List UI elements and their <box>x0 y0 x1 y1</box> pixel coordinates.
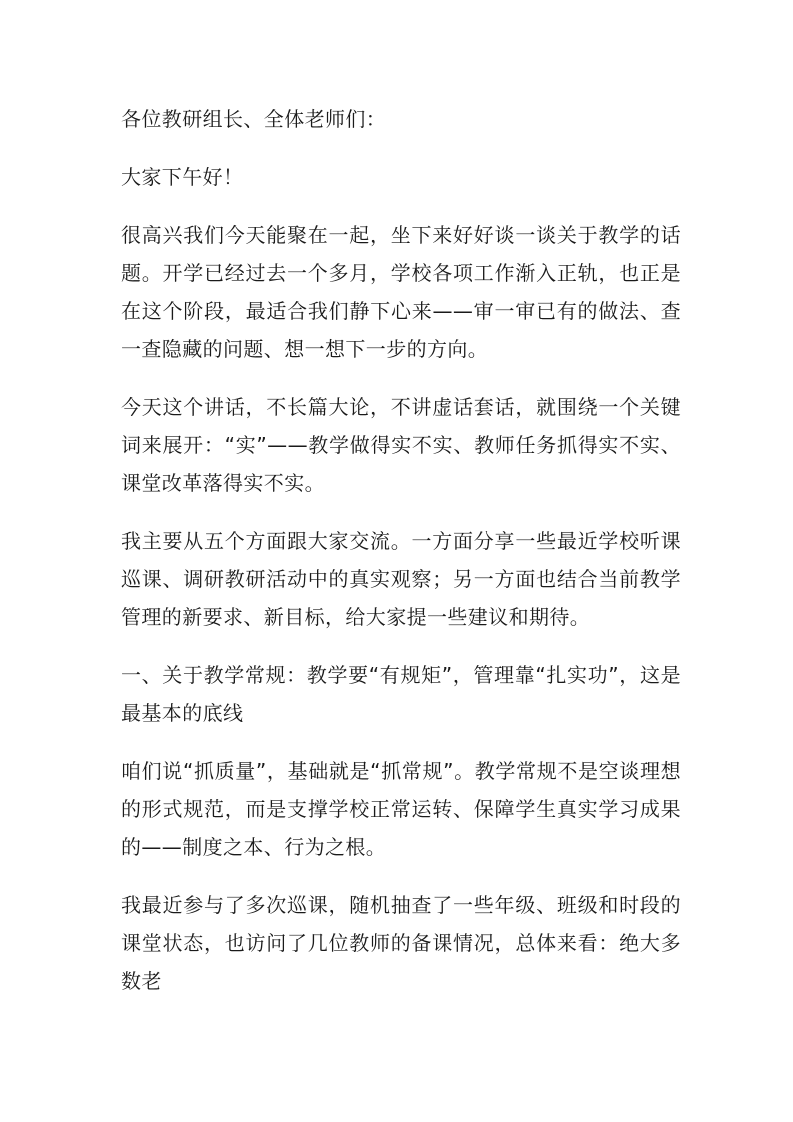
paragraph-keyword: 今天这个讲话，不长篇大论，不讲虚话套话，就围绕一个关键词来展开：“实”——教学做得实不实、教师任务抓得实不实、课堂改革落得实不实。 <box>121 395 681 495</box>
paragraph-observation: 我最近参与了多次巡课，随机抽查了一些年级、班级和时段的课堂状态，也访问了几位教师的备课情况，总体来看：绝大多数老 <box>121 893 681 993</box>
greeting: 大家下午好！ <box>121 165 244 189</box>
document-body <box>121 100 681 1020</box>
paragraph-intro: 很高兴我们今天能聚在一起，坐下来好好谈一谈关于教学的话题。开学已经过去一个多月，学校各项工作渐入正轨，也正是在这个阶段，最适合我们静下心来——审一审已有的做法、查一查隐藏的问题、想一想下一步的方向。 <box>121 223 681 361</box>
paragraph-routine: 咱们说“抓质量”，基础就是“抓常规”。教学常规不是空谈理想的形式规范，而是支撑学校正常运转、保障学生真实学习成果的——制度之本、行为之根。 <box>121 759 681 859</box>
paragraph-outline: 我主要从五个方面跟大家交流。一方面分享一些最近学校听课巡课、调研教研活动中的真实观察；另一方面也结合当前教学管理的新要求、新目标，给大家提一些建议和期待。 <box>121 529 681 629</box>
section-heading-1: 一、关于教学常规：教学要“有规矩”，管理靠“扎实功”，这是最基本的底线 <box>121 663 681 725</box>
salutation: 各位教研组长、全体老师们： <box>121 107 387 131</box>
